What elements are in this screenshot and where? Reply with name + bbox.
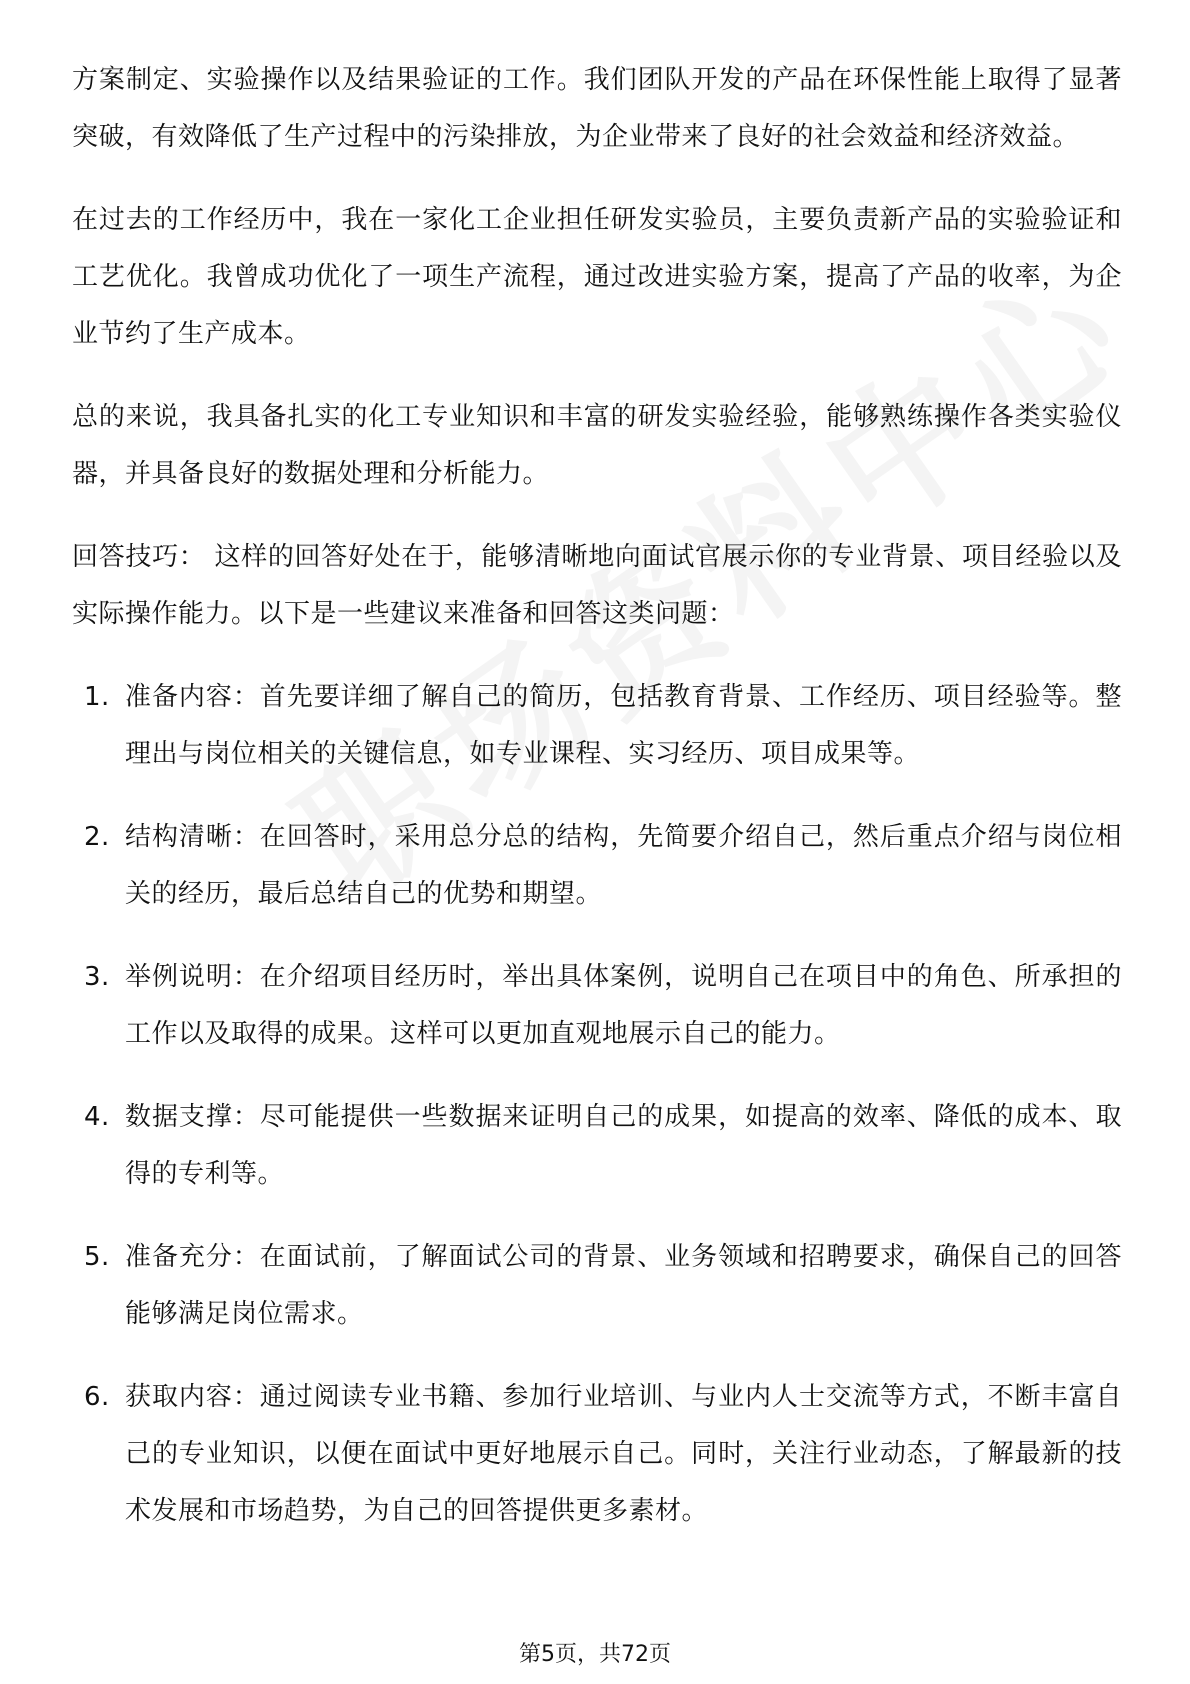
- page-content: [72, 52, 1122, 1566]
- list-item: [72, 1089, 1122, 1203]
- list-item: [72, 669, 1122, 783]
- paragraph-conclusion: 总的来说，我具备扎实的化工专业知识和丰富的研发实验经验，能够熟练操作各类实验仪器，并具备良好的数据处理和分析能力。: [72, 402, 1122, 489]
- list-item-text: 准备内容：首先要详细了解自己的简历，包括教育背景、工作经历、项目经验等。整理出与岗位相关的关键信息，如专业课程、实习经历、项目成果等。: [125, 682, 1122, 769]
- list-item-text: 准备充分：在面试前，了解面试公司的背景、业务领域和招聘要求，确保自己的回答能够满足岗位需求。: [125, 1242, 1122, 1329]
- list-item: [72, 1369, 1122, 1540]
- list-item: [72, 809, 1122, 923]
- page-footer: 第5页，共72页: [519, 1642, 671, 1667]
- list-item-text: 结构清晰：在回答时，采用总分总的结构，先简要介绍自己，然后重点介绍与岗位相关的经历，最后总结自己的优势和期望。: [125, 822, 1122, 909]
- list-item-number: 5.: [84, 1242, 110, 1272]
- list-item-number: 1.: [84, 682, 110, 712]
- list-item: [72, 949, 1122, 1063]
- list-item-text: 获取内容：通过阅读专业书籍、参加行业培训、与业内人士交流等方式，不断丰富自己的专业知识，以便在面试中更好地展示自己。同时，关注行业动态，了解最新的技术发展和市场趋势，为自己的回答提供更多素材。: [125, 1382, 1122, 1526]
- tips-list: [72, 669, 1122, 1540]
- list-item: [72, 1229, 1122, 1343]
- list-item-text: 数据支撑：尽可能提供一些数据来证明自己的成果，如提高的效率、降低的成本、取得的专利等。: [125, 1102, 1122, 1189]
- paragraph-project-summary: 方案制定、实验操作以及结果验证的工作。我们团队开发的产品在环保性能上取得了显著突破，有效降低了生产过程中的污染排放，为企业带来了良好的社会效益和经济效益。: [72, 65, 1122, 152]
- paragraph-work-experience: 在过去的工作经历中，我在一家化工企业担任研发实验员，主要负责新产品的实验验证和工艺优化。我曾成功优化了一项生产流程，通过改进实验方案，提高了产品的收率，为企业节约了生产成本。: [72, 205, 1122, 349]
- list-item-number: 4.: [84, 1102, 110, 1132]
- list-item-number: 6.: [84, 1382, 110, 1412]
- paragraph-answer-tips: 回答技巧： 这样的回答好处在于，能够清晰地向面试官展示你的专业背景、项目经验以及实际操作能力。以下是一些建议来准备和回答这类问题：: [72, 542, 1122, 629]
- list-item-number: 2.: [84, 822, 110, 852]
- list-item-number: 3.: [84, 962, 110, 992]
- list-item-text: 举例说明：在介绍项目经历时，举出具体案例，说明自己在项目中的角色、所承担的工作以及取得的成果。这样可以更加直观地展示自己的能力。: [125, 962, 1122, 1049]
